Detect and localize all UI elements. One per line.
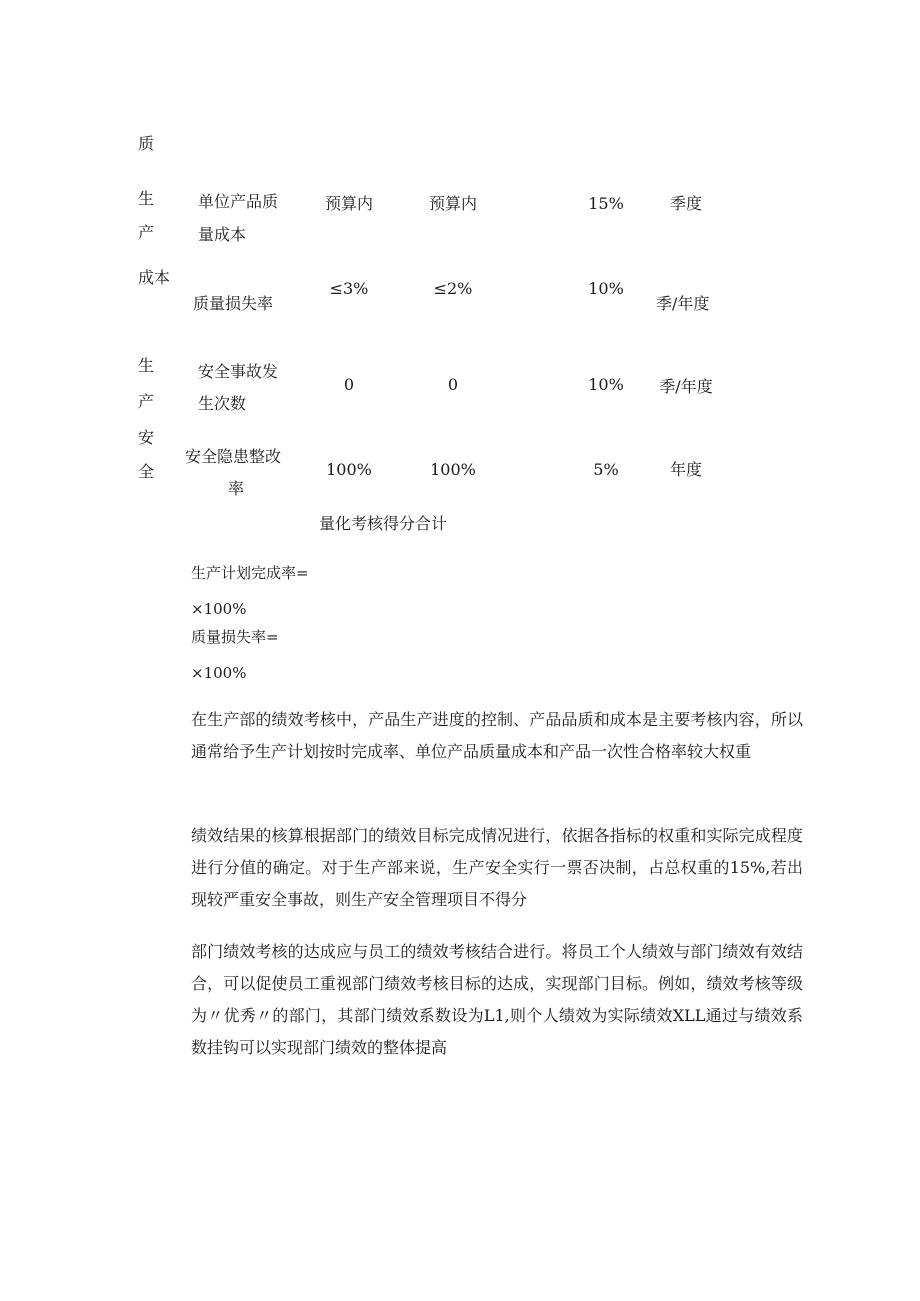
category-char: 全 — [138, 462, 155, 481]
indicator-name: 生次数 — [198, 394, 247, 413]
period-value: 年度 — [669, 460, 702, 479]
period-value: 季/年度 — [659, 377, 713, 396]
category-char: 安 — [138, 428, 155, 447]
period-value: 季度 — [669, 194, 702, 213]
indicator-name: 率 — [228, 479, 245, 498]
target-value: ≤3% — [329, 279, 369, 298]
challenge-value: ≤2% — [433, 279, 473, 298]
category-char: 生 — [138, 189, 155, 208]
weight-value: 15% — [588, 194, 624, 213]
indicator-name: 安全事故发 — [198, 362, 279, 381]
formula-multiplier: ×100% — [191, 664, 247, 682]
body-paragraph: 部门绩效考核的达成应与员工的绩效考核结合进行。将员工个人绩效与部门绩效有效结合，可以促使员工重视部门绩效考核目标的达成，实现部门目标。例如，绩效考核等级为〃优秀〃的部门，其部门绩效系数设为L1,则个人绩效为实际绩效XLL通过与绩效系数挂钩可以实现部门绩效的整体提高 — [191, 942, 803, 1057]
challenge-value: 预算内 — [428, 194, 477, 213]
indicator-name: 单位产品质 — [198, 192, 279, 211]
challenge-value: 100% — [430, 460, 476, 479]
formula-quality-loss-rate: 质量损失率= — [191, 628, 279, 646]
category-quality-tail: 质 — [138, 134, 155, 153]
indicator-name: 量成本 — [198, 225, 247, 244]
category-char: 成本 — [138, 268, 171, 287]
body-paragraph: 在生产部的绩效考核中，产品生产进度的控制、产品品质和成本是主要考核内容，所以通常给予生产计划按时完成率、单位产品质量成本和产品一次性合格率较大权重 — [191, 710, 803, 761]
indicator-name: 质量损失率 — [193, 294, 274, 313]
target-value: 100% — [326, 460, 372, 479]
formula-plan-completion-rate: 生产计划完成率= — [191, 564, 309, 582]
target-value: 0 — [343, 375, 355, 394]
indicator-name: 安全隐患整改 — [185, 447, 282, 466]
weight-value: 10% — [588, 279, 624, 298]
formula-multiplier: ×100% — [191, 600, 247, 618]
target-value: 预算内 — [324, 194, 373, 213]
category-char: 生 — [138, 356, 155, 375]
category-char: 产 — [138, 392, 155, 411]
total-score-label: 量化考核得分合计 — [319, 514, 448, 533]
weight-value: 10% — [588, 375, 624, 394]
weight-value: 5% — [593, 460, 619, 479]
period-value: 季/年度 — [656, 294, 710, 313]
body-paragraph: 绩效结果的核算根据部门的绩效目标完成情况进行，依据各指标的权重和实际完成程度进行分值的确定。对于生产部来说，生产安全实行一票否决制，占总权重的15%,若出现较严重安全事故，则生产安全管理项目不得分 — [191, 826, 803, 909]
challenge-value: 0 — [447, 375, 459, 394]
category-char: 产 — [138, 223, 155, 242]
